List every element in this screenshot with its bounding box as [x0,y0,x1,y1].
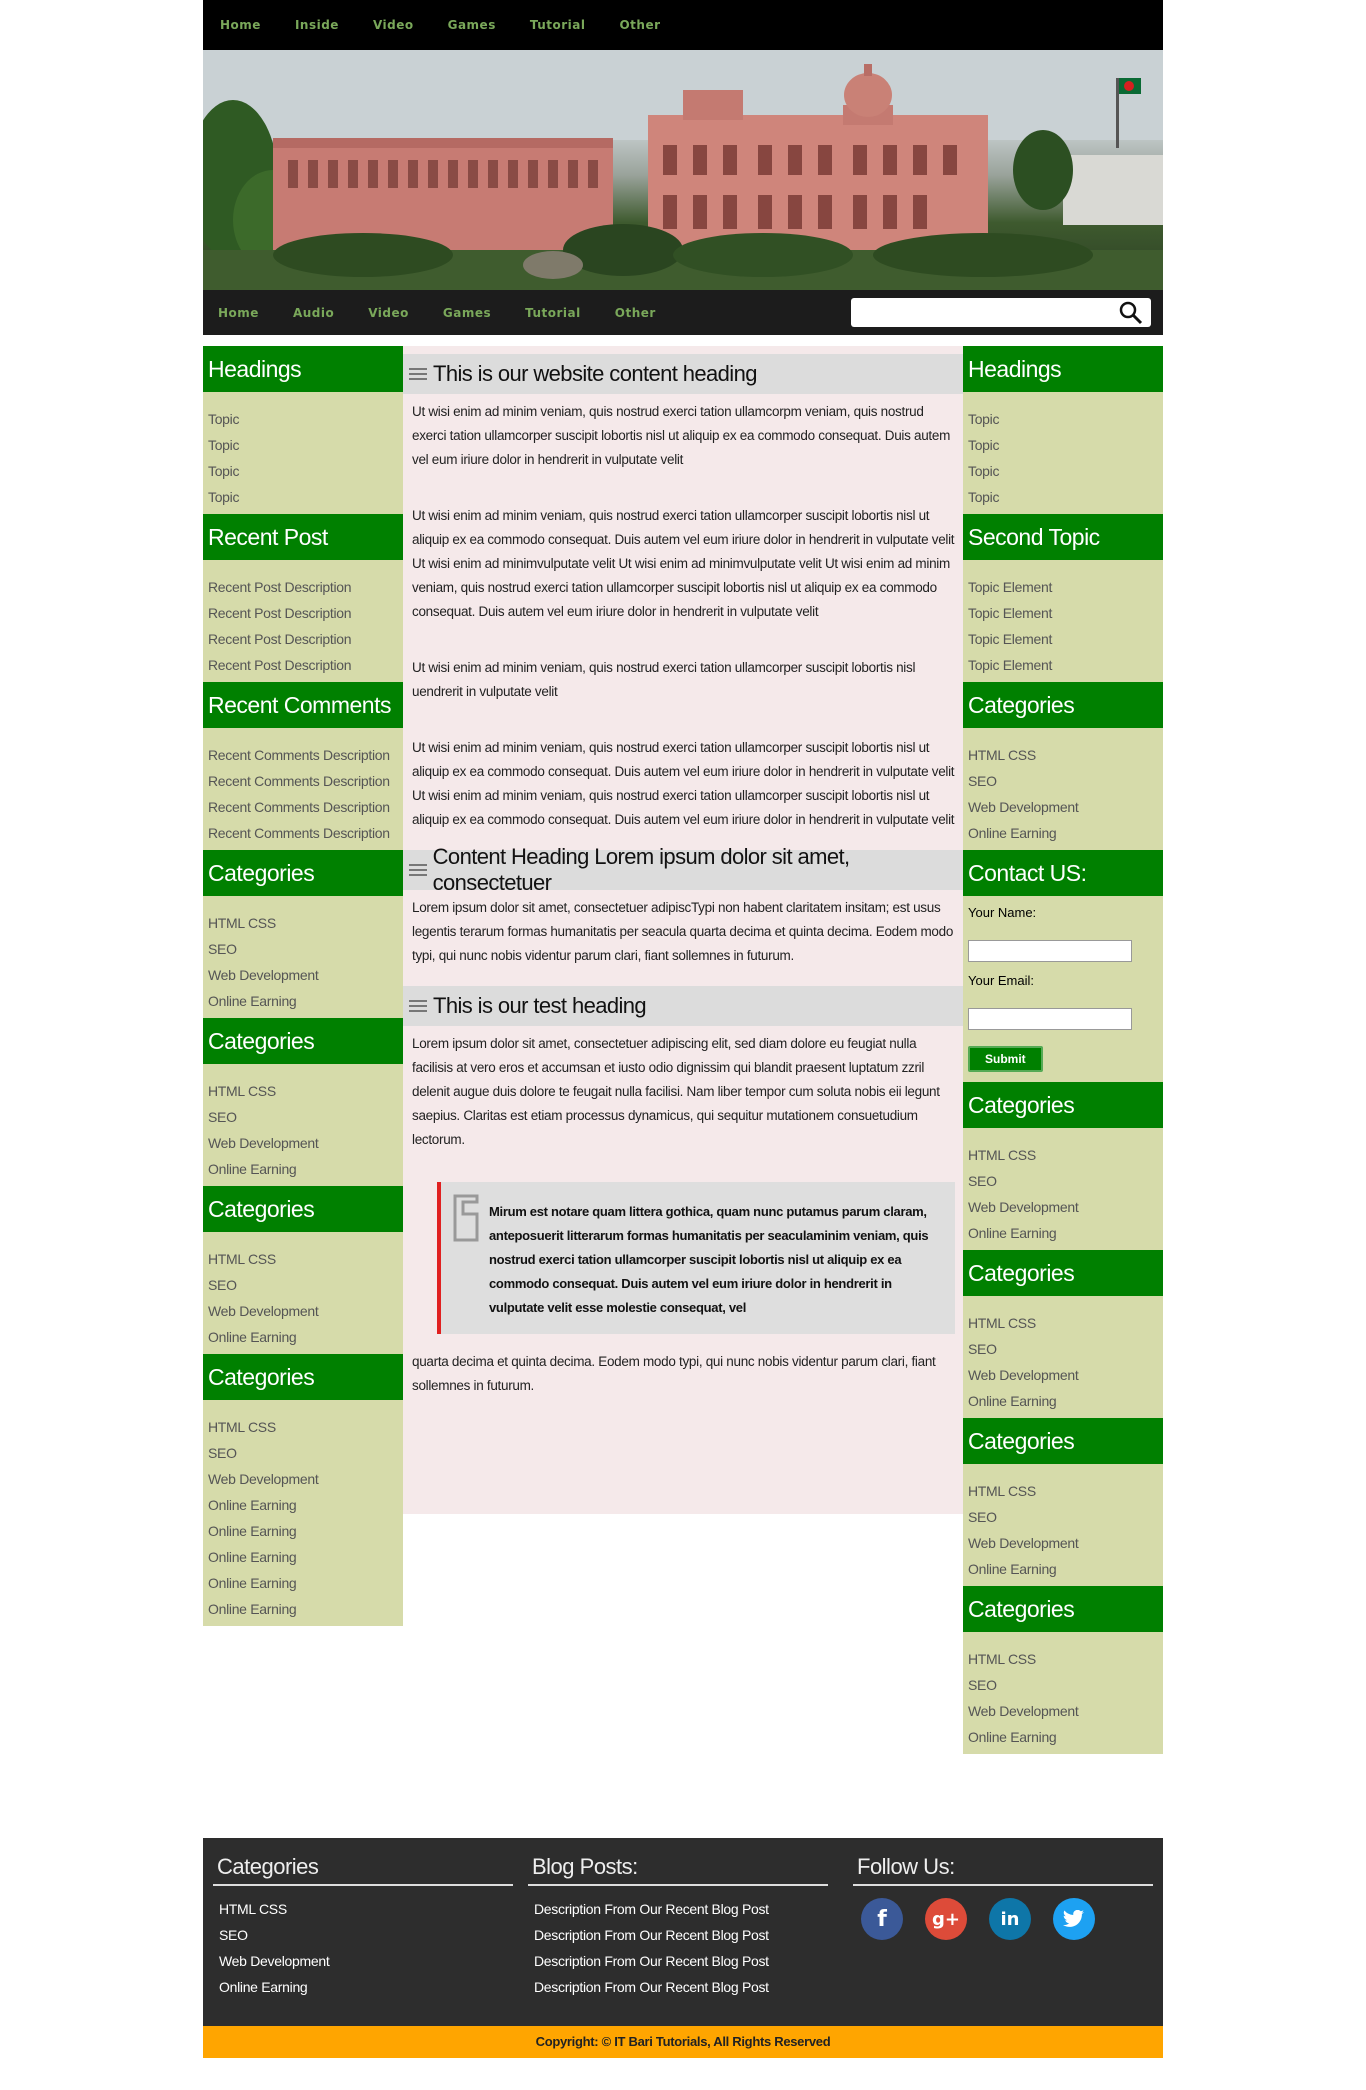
footer-link[interactable]: Online Earning [219,1979,308,1995]
linkedin-icon[interactable]: in [989,1898,1031,1940]
sidebar-link[interactable]: Online Earning [208,1601,297,1617]
search-icon[interactable] [1119,301,1143,330]
sub-nav-video[interactable]: Video [368,305,409,320]
top-nav [203,0,1163,50]
widget-headings [203,346,403,514]
google-plus-icon[interactable]: g+ [925,1898,967,1940]
top-nav-video[interactable]: Video [372,18,414,32]
post-paragraph: quarta decima et quinta decima. Eodem modo typi, qui nunc nobis videntur parum clari, fiant sollemnes in futurum. [412,1354,936,1393]
sidebar-link[interactable]: Web Development [208,1303,319,1319]
sidebar-link[interactable]: Online Earning [208,1497,297,1513]
sidebar-link[interactable]: Recent Post Description [208,605,352,621]
widget-title: Categories [203,1018,403,1064]
sidebar-link[interactable]: Web Development [208,1135,319,1151]
post-paragraph: Ut wisi enim ad minim veniam, quis nostrud exerci tation ullamcorpm veniam, quis nostrud exerci tation ullamcorper suscipit lobortis nisl ut aliquip ex ea commodo consequat. Duis autem vel eum iriure dolor in hendrerit in vulputate velit [412,404,951,467]
widget-categories [203,1186,403,1354]
sidebar-link[interactable]: Online Earning [968,1393,1057,1409]
quote-text: Mirum est notare quam littera gothica, quam nunc putamus parum claram, anteposuerit litterarum formas humanitatis per seaculaminim veniam, quis nostrud exerci tation ullamcorper suscipit lobortis nisl ut aliquip ex ea commodo consequat. Duis autem vel eum iriure dolor in hendrerit in vulputate velit esse molestie consequat, vel [489,1204,929,1315]
sidebar-link[interactable]: Topic Element [968,605,1053,621]
post-title: This is our website content heading [433,361,757,386]
top-nav-other[interactable]: Other [619,18,661,32]
sidebar-link[interactable]: SEO [208,1277,237,1293]
sidebar-link[interactable]: Topic [968,437,1000,453]
quote-icon [449,1192,483,1249]
footer-link[interactable]: Description From Our Recent Blog Post [534,1979,769,1995]
menu-lines-icon [409,997,427,1015]
post-title: Content Heading Lorem ipsum dolor sit amet, consectetuer [432,844,850,895]
footer-link[interactable]: Description From Our Recent Blog Post [534,1927,769,1943]
post-test-heading [403,986,963,1398]
sidebar-link[interactable]: HTML CSS [968,1147,1036,1163]
post-heading-bar [403,354,963,394]
sidebar-link[interactable]: Topic [208,463,240,479]
sidebar-link[interactable]: Online Earning [968,825,1057,841]
name-field[interactable] [968,940,1132,962]
sidebar-link[interactable]: SEO [968,1341,997,1357]
top-nav-inside[interactable]: Inside [294,18,339,32]
sidebar-link[interactable]: Recent Post Description [208,657,352,673]
widget-recent-post [203,514,403,682]
post-paragraph: Lorem ipsum dolor sit amet, consectetuer adipiscTypi non habent claritatem insitam; est usus legentis terarum formas humanitatis per seacula quarta decima et quinta decima. Eodem modo typi, qui nunc nobis videntur parum clari, fiant sollemnes in futurum. [412,900,954,963]
post-paragraph: Ut wisi enim ad minim veniam, quis nostrud exerci tation ullamcorper suscipit lobortis nisl ut aliquip ex ea commodo consequat. Duis autem vel eum iriure dolor in hendrerit in vulputate velit Ut wisi enim ad minimvulputate velit Ut wisi enim ad minimvulputate velit Ut wisi enim ad minim veniam, quis nostrud exerci tation ullamcorper suscipit lobortis nisl ut aliquip ex ea commodo consequat. Duis autem vel eum iriure dolor in hendrerit in vulputate velit [412,508,955,619]
top-nav-home[interactable]: Home [220,18,261,32]
sub-nav [203,290,1163,335]
post-heading-bar [403,844,963,895]
widget-categories [203,850,403,1018]
sidebar-link[interactable]: Online Earning [208,1549,297,1565]
widget-title: Categories [203,850,403,896]
left-sidebar [203,346,403,1626]
sidebar-link[interactable]: SEO [968,1509,997,1525]
widget-categories [963,1250,1163,1418]
page-wrapper [203,0,1163,2049]
footer-link[interactable]: Web Development [219,1953,330,1969]
sidebar-link[interactable]: Online Earning [208,1329,297,1345]
sidebar-link[interactable]: Recent Comments Description [208,773,390,789]
sidebar-link[interactable]: SEO [968,773,997,789]
sidebar-link[interactable]: Web Development [968,1367,1079,1383]
sidebar-link[interactable]: HTML CSS [208,1419,276,1435]
sidebar-link[interactable]: Online Earning [968,1561,1057,1577]
footer-title: Blog Posts: [528,1854,828,1886]
copyright-text: Copyright: © IT Bari Tutorials, All Rights Reserved [535,2034,831,2049]
widget-title: Headings [203,346,403,392]
widget-categories [963,1082,1163,1250]
sidebar-link[interactable]: Topic [208,437,240,453]
post-heading-bar [403,986,963,1026]
sidebar-link[interactable]: Topic [968,411,1000,427]
sidebar-link[interactable]: SEO [968,1677,997,1693]
widget-title: Recent Comments [203,682,403,728]
sidebar-link[interactable]: Web Development [208,967,319,983]
footer [203,1838,1163,2026]
sidebar-link[interactable]: HTML CSS [208,915,276,931]
footer-link[interactable]: Description From Our Recent Blog Post [534,1953,769,1969]
post-content-heading [403,844,963,968]
search-box [851,298,1151,327]
sidebar-link[interactable]: SEO [208,1445,237,1461]
header-banner-image [203,50,1163,290]
name-label: Your Name: [968,905,1037,920]
sidebar-link[interactable]: SEO [968,1173,997,1189]
sidebar-link[interactable]: HTML CSS [968,1483,1036,1499]
sidebar-link[interactable]: Web Development [968,1199,1079,1215]
sidebar-link[interactable]: Web Development [208,1471,319,1487]
sidebar-link[interactable]: HTML CSS [968,747,1036,763]
sidebar-link[interactable]: Web Development [968,799,1079,815]
sub-nav-other[interactable]: Other [614,305,656,320]
widget-recent-comments [203,682,403,850]
post-website-content [403,354,963,832]
sidebar-link[interactable]: Online Earning [968,1729,1057,1745]
widget-title: Headings [963,346,1163,392]
sidebar-link[interactable]: HTML CSS [968,1651,1036,1667]
widget-categories [963,1418,1163,1586]
widget-categories [203,1018,403,1186]
sidebar-link[interactable]: Online Earning [208,1523,297,1539]
top-nav-games[interactable]: Games [447,18,496,32]
widget-title: Categories [963,1418,1163,1464]
contact-form [963,896,1163,1082]
sidebar-link[interactable]: Web Development [968,1535,1079,1551]
widget-categories [203,1354,403,1626]
footer-title: Follow Us: [853,1854,1153,1886]
menu-lines-icon [409,861,427,879]
sidebar-link[interactable]: Recent Post Description [208,631,352,647]
widget-second-topic [963,514,1163,682]
widget-title: Categories [963,1250,1163,1296]
widget-title: Categories [963,682,1163,728]
widget-title: Categories [963,1586,1163,1632]
email-field[interactable] [968,1008,1132,1030]
widget-title: Categories [203,1354,403,1400]
footer-title: Categories [213,1854,513,1886]
sidebar-link[interactable]: HTML CSS [208,1083,276,1099]
copyright-bar [203,2026,1163,2058]
sidebar-link[interactable]: SEO [208,941,237,957]
widget-categories [963,1586,1163,1754]
submit-button[interactable]: Submit [968,1046,1043,1072]
sidebar-link[interactable]: Online Earning [208,993,297,1009]
twitter-icon[interactable] [1053,1898,1095,1940]
sidebar-link[interactable]: Recent Comments Description [208,747,390,763]
widget-title: Categories [203,1186,403,1232]
menu-lines-icon [409,365,427,383]
sidebar-link[interactable]: Topic [968,463,1000,479]
sidebar-link[interactable]: Online Earning [208,1161,297,1177]
widget-categories [963,682,1163,850]
top-nav-tutorial[interactable]: Tutorial [529,18,586,32]
sidebar-link[interactable]: Topic Element [968,579,1053,595]
social-links [853,1886,1153,1940]
sidebar-link[interactable]: Topic Element [968,657,1053,673]
widget-contact [963,850,1163,1082]
widget-title: Second Topic [963,514,1163,560]
footer-link[interactable]: HTML CSS [219,1901,287,1917]
email-label: Your Email: [968,973,1034,988]
sidebar-link[interactable]: SEO [208,1109,237,1125]
search-input[interactable] [851,298,1101,327]
footer-blog-posts [528,1854,828,2000]
post-title: This is our test heading [433,993,647,1018]
sub-nav-tutorial[interactable]: Tutorial [525,305,581,320]
sidebar-link[interactable]: Recent Comments Description [208,825,390,841]
widget-title: Recent Post [203,514,403,560]
widget-title: Contact US: [963,850,1163,896]
footer-follow [853,1854,1153,1940]
sidebar-link[interactable]: Topic [968,489,1000,505]
sub-nav-home[interactable]: Home [218,305,259,320]
sidebar-link[interactable]: Topic Element [968,631,1053,647]
sidebar-link[interactable]: Recent Comments Description [208,799,390,815]
widget-title: Categories [963,1082,1163,1128]
sidebar-link[interactable]: Topic [208,411,240,427]
blockquote [437,1182,955,1334]
sidebar-link[interactable]: Online Earning [968,1225,1057,1241]
post-paragraph: Ut wisi enim ad minim veniam, quis nostrud exerci tation ullamcorper suscipit lobortis nisl uendrerit in vulputate velit [412,660,916,699]
sidebar-link[interactable]: Topic [208,489,240,505]
sidebar-link[interactable]: HTML CSS [208,1251,276,1267]
right-sidebar [963,346,1163,1754]
sub-nav-audio[interactable]: Audio [292,305,335,320]
footer-link[interactable]: Description From Our Recent Blog Post [534,1901,769,1917]
sub-nav-games[interactable]: Games [442,305,492,320]
sidebar-link[interactable]: Online Earning [208,1575,297,1591]
post-paragraph: Lorem ipsum dolor sit amet, consectetuer adipiscing elit, sed diam dolore eu feugiat nulla facilisis at vero eros et accumsan et iusto odio dignissim qui blandit praesent luptatum zzril delenit augue duis dolore te feugait nulla facilisi. Nam liber tempor cum soluta nobis eii legunt saepius. Claritas est etiam processus dynamicus, qui sequitur mutationem consuetudium lectorum. [412,1036,940,1147]
sidebar-link[interactable]: HTML CSS [968,1315,1036,1331]
widget-headings [963,346,1163,514]
main-content [403,346,963,1514]
facebook-icon[interactable]: f [861,1898,903,1940]
post-paragraph: Ut wisi enim ad minim veniam, quis nostrud exerci tation ullamcorper suscipit lobortis nisl ut aliquip ex ea commodo consequat. Duis autem vel eum iriure dolor in hendrerit in vulputate velit Ut wisi enim ad minim veniam, quis nostrud exerci tation ullamcorper suscipit lobortis nisl ut aliquip ex ea commodo consequat. Duis autem vel eum iriure dolor in hendrerit in vulputate velit [412,740,955,827]
sidebar-link[interactable]: Web Development [968,1703,1079,1719]
footer-categories [213,1854,513,2000]
sidebar-link[interactable]: Recent Post Description [208,579,352,595]
footer-link[interactable]: SEO [219,1927,248,1943]
